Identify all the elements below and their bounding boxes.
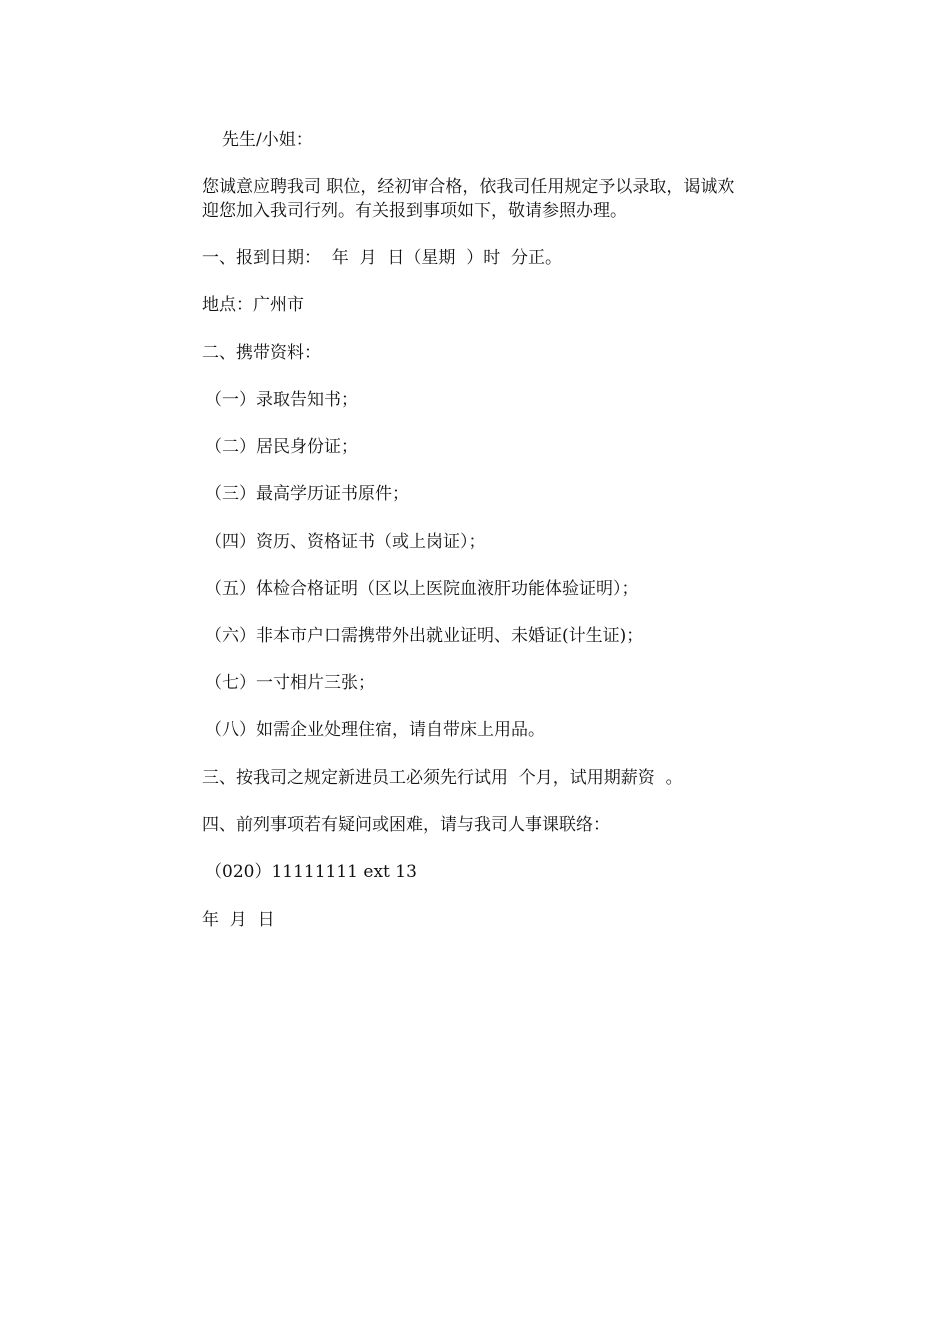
salutation: 先生/小姐：: [222, 130, 313, 150]
contact-phone: （020）11111111 ext 13: [205, 862, 417, 882]
probation-terms: 三、按我司之规定新进员工必须先行试用 个月，试用期薪资 。: [202, 768, 683, 788]
material-item-3: （三）最高学历证书原件；: [205, 484, 409, 504]
material-item-7: （七）一寸相片三张；: [205, 673, 375, 693]
material-item-1: （一）录取告知书；: [205, 390, 358, 410]
material-item-2: （二）居民身份证；: [205, 437, 358, 457]
material-item-4: （四）资历、资格证书（或上岗证）；: [205, 532, 486, 552]
signature-date: 年 月 日: [202, 910, 275, 930]
material-item-5: （五）体检合格证明（区以上医院血液肝功能体验证明）；: [205, 579, 639, 599]
material-item-6: （六）非本市户口需携带外出就业证明、未婚证(计生证)；: [205, 626, 644, 646]
material-item-8: （八）如需企业处理住宿，请自带床上用品。: [205, 720, 545, 740]
contact-note: 四、前列事项若有疑问或困难，请与我司人事课联络：: [202, 815, 610, 835]
intro-line-1: 您诚意应聘我司 职位，经初审合格，依我司任用规定予以录取，谒诚欢: [202, 177, 735, 197]
report-date: 一、报到日期： 年 月 日（星期 ）时 分正。: [202, 248, 563, 268]
location: 地点：广州市: [202, 295, 304, 315]
intro-line-2: 迎您加入我司行列。有关报到事项如下，敬请参照办理。: [202, 201, 627, 221]
materials-title: 二、携带资料：: [202, 343, 321, 363]
